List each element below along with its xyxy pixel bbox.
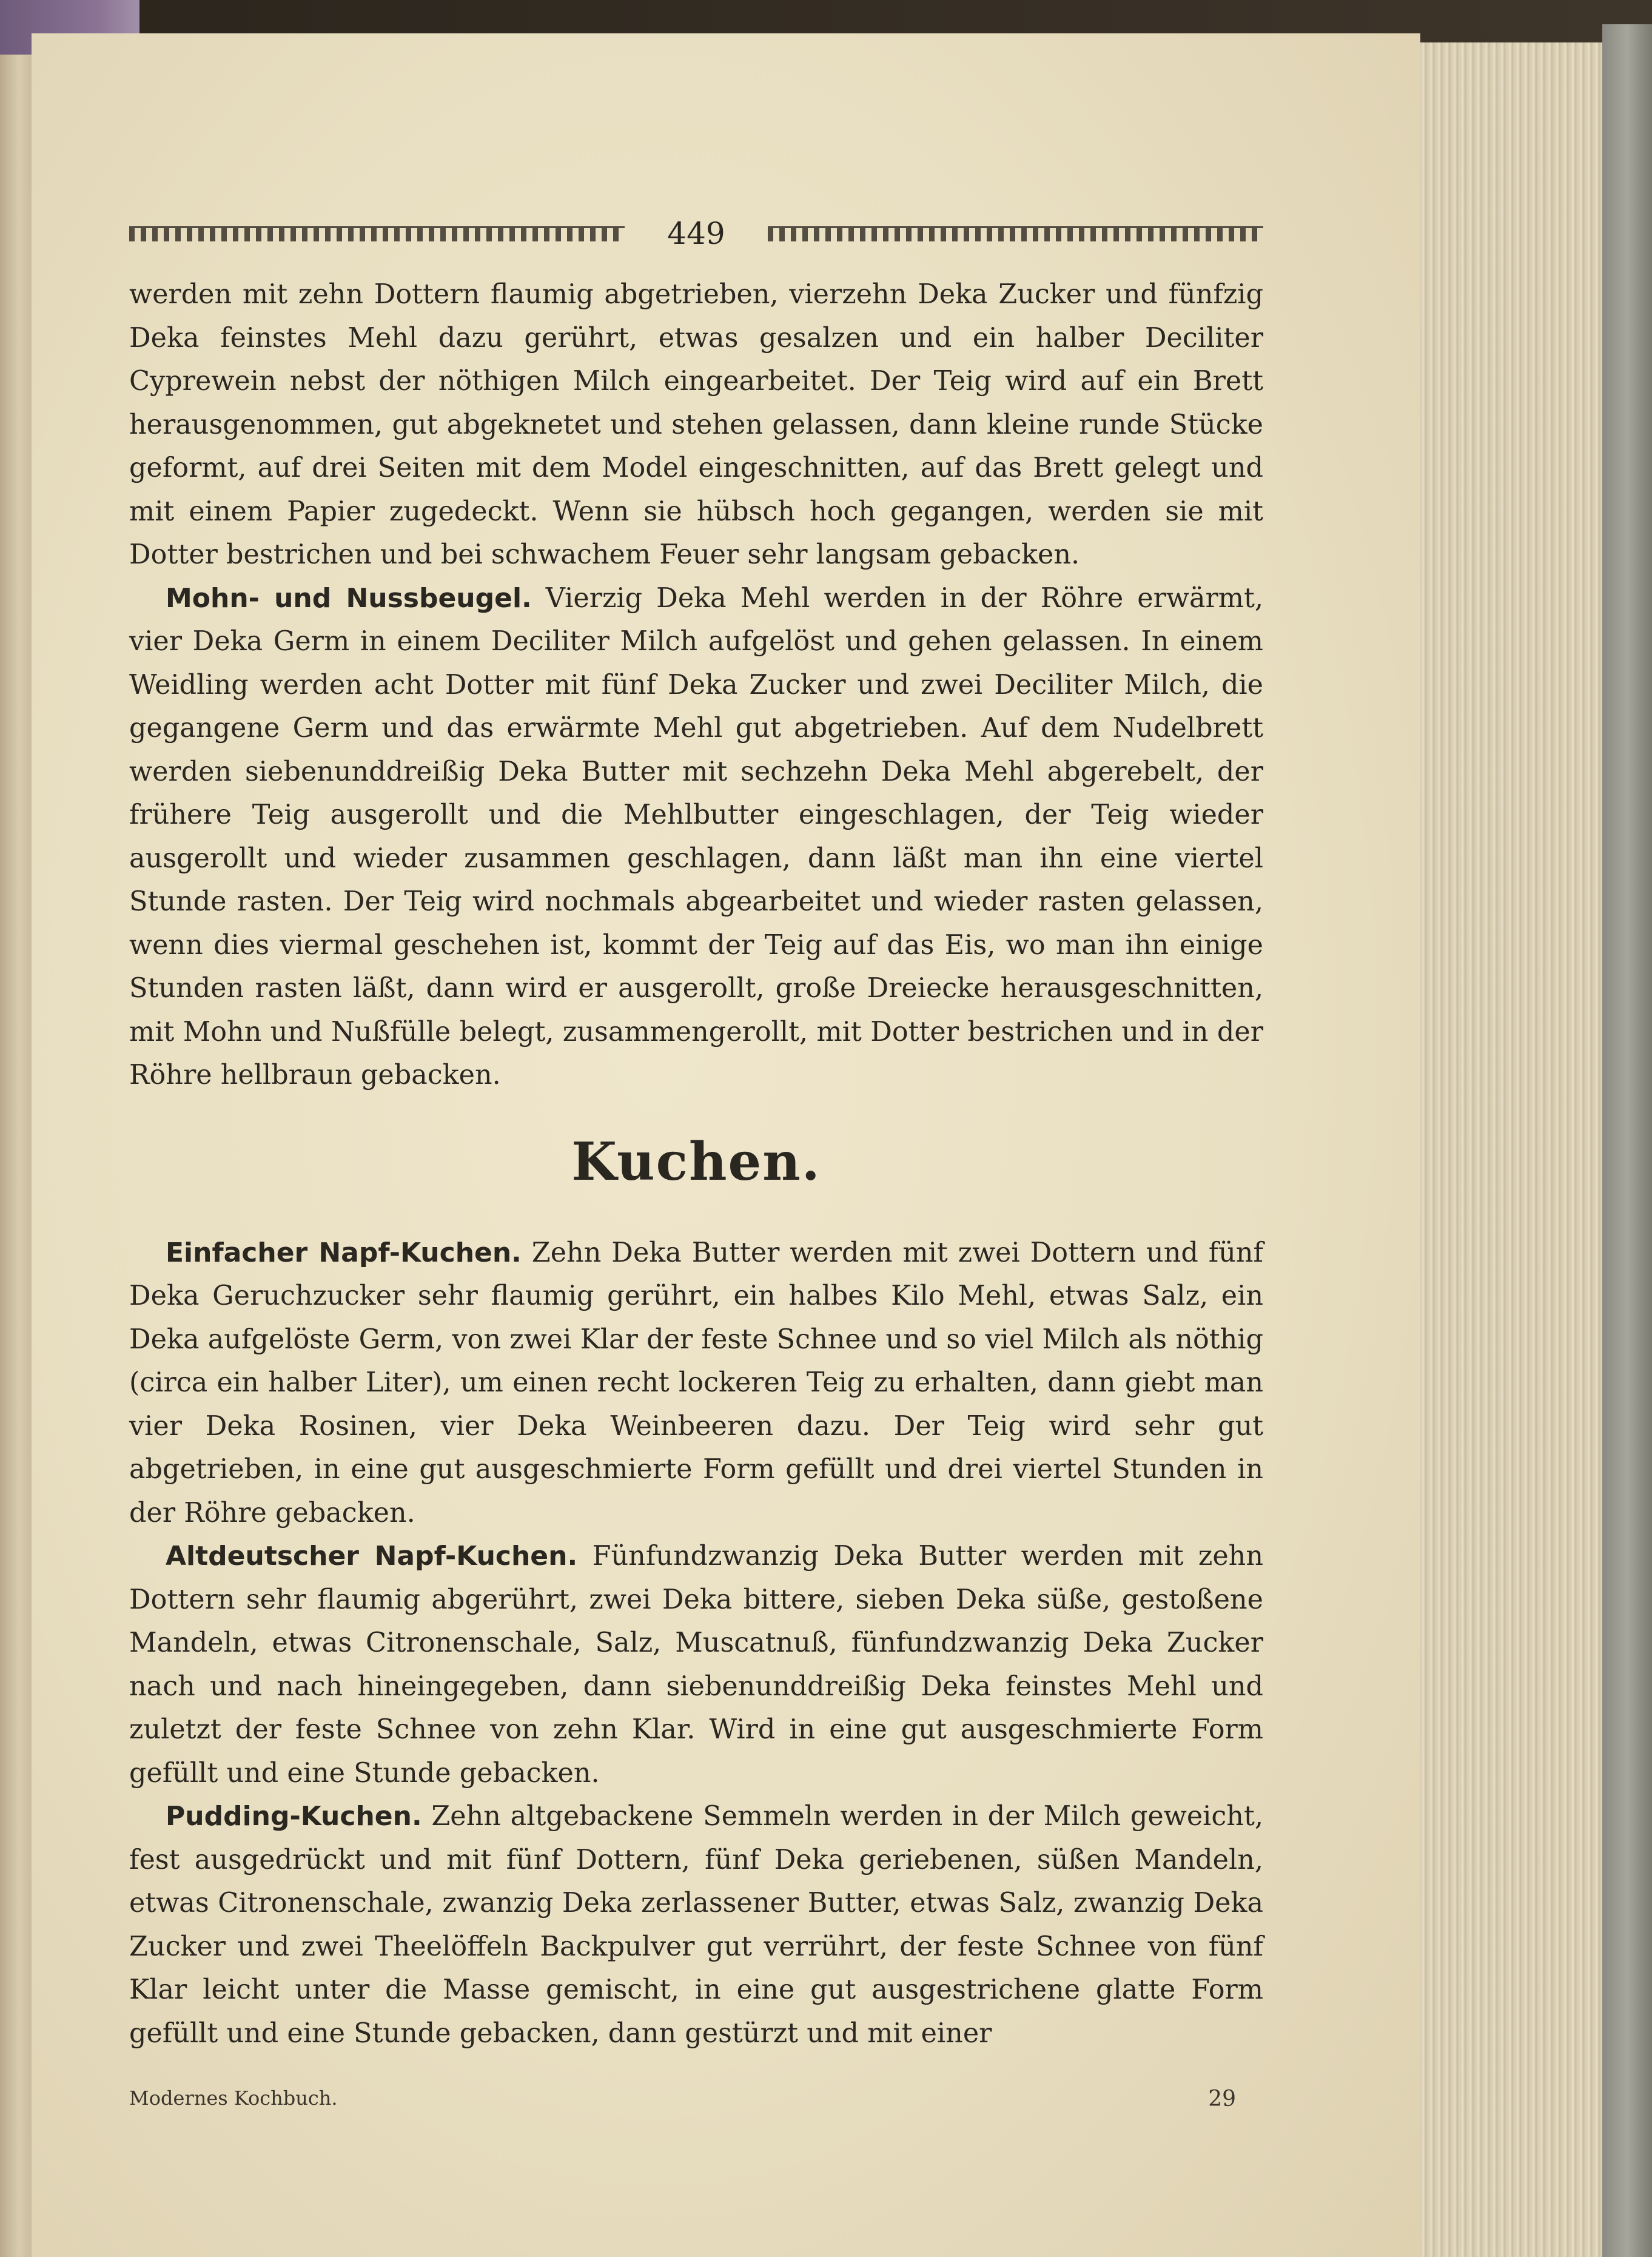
recipe-pudding-kuchen bbox=[129, 1795, 1263, 2055]
recipe-altdeutscher-napf-kuchen bbox=[129, 1535, 1263, 1795]
recipe-heading: Altdeutscher Napf-Kuchen. bbox=[166, 1541, 578, 1572]
page-number: 449 bbox=[667, 216, 725, 251]
recipe-body: Fünfundzwanzig Deka Butter werden mit zehn Dottern sehr flaumig abgerührt, zwei Deka bittere, sieben Deka süße, gestoßene Mandeln, etwas Citronenschale, Salz, Muscatnuß, fünfundzwanzig Deka Zucker nach und nach hineingegeben, dann siebenunddreißig Deka feinstes Mehl und zuletzt der feste Schnee von zehn Klar. Wird in eine gut ausgeschmierte Form gefüllt und eine Stunde gebacken. bbox=[129, 1541, 1263, 1789]
recipe-body: Zehn altgebackene Semmeln werden in der Milch geweicht, fest ausgedrückt und mit fünf Dottern, fünf Deka geriebenen, süßen Mandeln, etwas Citronenschale, zwanzig Deka zerlassener Butter, etwas Salz, zwanzig Deka Zucker und zwei Theelöffeln Backpulver gut verrührt, der feste Schnee von fünf Klar leicht unter die Masse gemischt, in eine gut ausgestrichene glatte Form gefüllt und eine Stunde gebacken, dann gestürzt und mit einer bbox=[129, 1801, 1263, 2049]
running-header bbox=[129, 206, 1263, 261]
recipe-mohn-nussbeugel bbox=[129, 577, 1263, 1097]
paragraph-intro: werden mit zehn Dottern flaumig abgetrieben, vierzehn Deka Zucker und fünfzig Deka feinstes Mehl dazu gerührt, etwas gesalzen und ein halber Deciliter Cyprewein nebst der nöthigen Milch eingearbeitet. Der Teig wird auf ein Brett herausgenommen, gut abgeknetet und stehen gelassen, dann kleine runde Stücke geformt, auf drei Seiten mit dem Model eingeschnitten, auf das Brett gelegt und mit einem Papier zugedeckt. Wenn sie hübsch hoch gegangen, werden sie mit Dotter bestrichen und bei schwachem Feuer sehr langsam gebacken. bbox=[129, 279, 1263, 570]
page-footer bbox=[129, 2087, 1263, 2111]
page-fore-edge bbox=[1420, 42, 1602, 2257]
left-page-edge bbox=[0, 55, 32, 2257]
recipe-body: Vierzig Deka Mehl werden in der Röhre erwärmt, vier Deka Germ in einem Deciliter Milch aufgelöst und gehen gelassen. In einem Weidling werden acht Dotter mit fünf Deka Zucker und zwei Deciliter Milch, die gegangene Germ und das erwärmte Mehl gut abgetrieben. Auf dem Nudelbrett werden siebenunddreißig Deka Butter mit sechzehn Deka Mehl abgerebelt, der frühere Teig ausgerollt und die Mehlbutter eingeschlagen, der Teig wieder ausgerollt und wieder zusammen geschlagen, dann läßt man ihn eine viertel Stunde rasten. Der Teig wird nochmals abgearbeitet und wieder rasten gelassen, wenn dies viermal geschehen ist, kommt der Teig auf das Eis, wo man ihn einige Stunden rasten läßt, dann wird er ausgerollt, große Dreiecke herausgeschnitten, mit Mohn und Nußfülle belegt, zusammengerollt, mit Dotter bestrichen und in der Röhre hellbraun gebacken. bbox=[129, 582, 1264, 1091]
book-cover-edge bbox=[1602, 24, 1652, 2257]
recipe-heading: Einfacher Napf-Kuchen. bbox=[166, 1237, 522, 1268]
ornament-rule-left bbox=[129, 226, 625, 241]
footer-book-title: Modernes Kochbuch. bbox=[129, 2087, 338, 2110]
recipe-heading: Pudding-Kuchen. bbox=[166, 1801, 422, 1832]
recipe-heading: Mohn- und Nussbeugel. bbox=[166, 582, 532, 614]
text-block bbox=[129, 206, 1263, 2055]
footer-signature: 29 bbox=[1208, 2087, 1236, 2111]
recipe-body: Zehn Deka Butter werden mit zwei Dottern und fünf Deka Geruchzucker sehr flaumig gerührt, ein halbes Kilo Mehl, etwas Salz, ein Deka aufgelöste Germ, von zwei Klar der feste Schnee und so viel Milch als nöthig (circa ein halber Liter), um einen recht lockeren Teig zu erhalten, dann giebt man vier Deka Rosinen, vier Deka Weinbeeren dazu. Der Teig wird sehr gut abgetrieben, in eine gut ausgeschmierte Form gefüllt und drei viertel Stunden in der Röhre gebacken. bbox=[129, 1237, 1263, 1529]
ornament-rule-right bbox=[768, 226, 1263, 241]
section-title: Kuchen. bbox=[571, 1131, 821, 1192]
recipe-einfacher-napf-kuchen bbox=[129, 1231, 1263, 1535]
